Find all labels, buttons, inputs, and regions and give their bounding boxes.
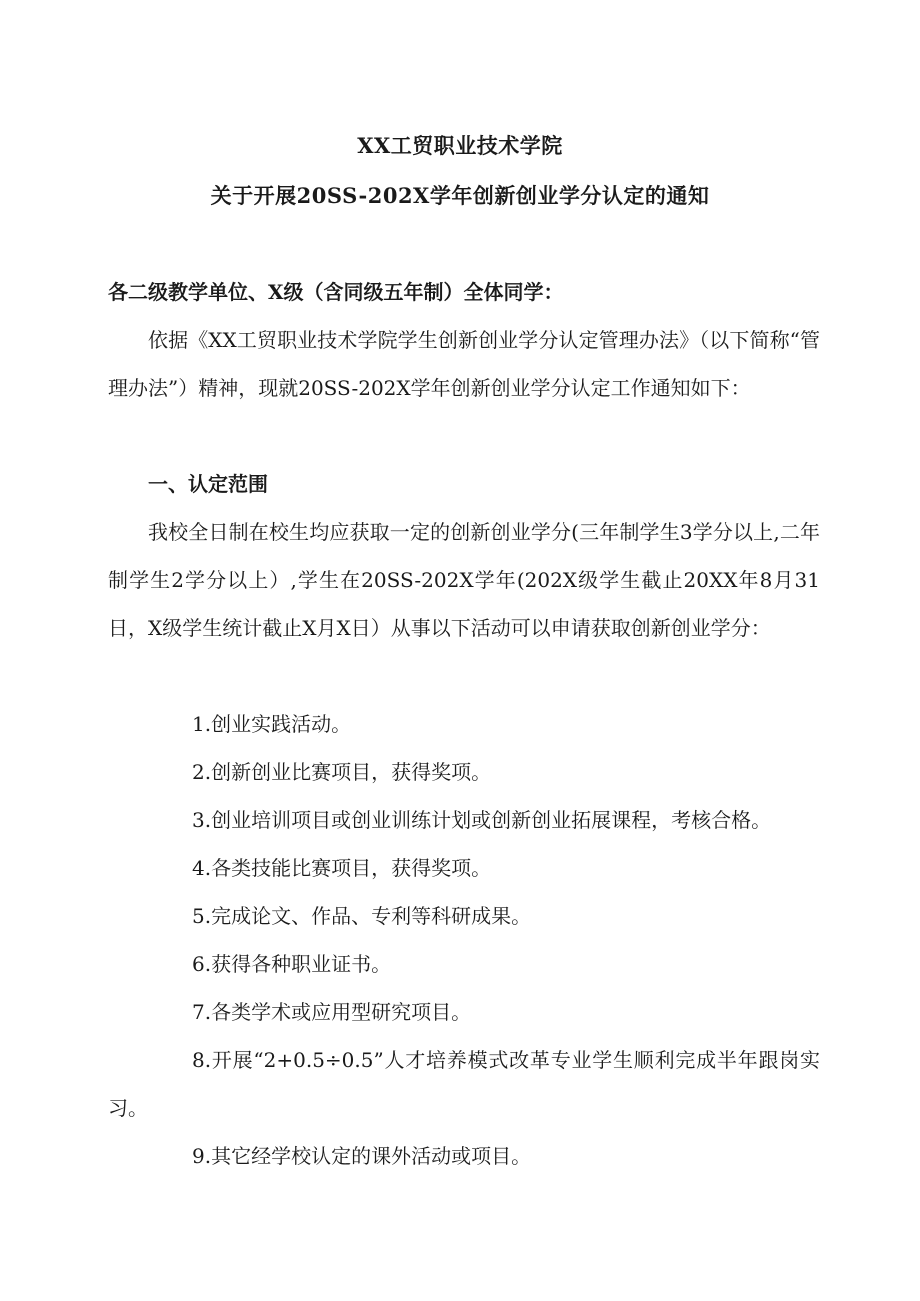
list-item xyxy=(108,1036,820,1132)
list-item xyxy=(108,796,820,844)
document-title-institution: XX工贸职业技术学院 xyxy=(357,133,563,158)
list-item-text: .开展“2+0.5÷0.5”人才培养模式改革专业学生顺利完成半年跟岗实习。 xyxy=(108,1048,820,1120)
list-item xyxy=(108,700,820,748)
list-item-number: 9 xyxy=(192,1144,205,1168)
list-item xyxy=(108,844,820,892)
scope-paragraph: 我校全日制在校生均应获取一定的创新创业学分(三年制学生3学分以上,二年制学生2学分以上）,学生在20SS-202X学年(202X级学生截止20XX年8月31日，X级学生统计截止X月X日）从事以下活动可以申请获取创新创业学分： xyxy=(108,520,820,640)
list-item-number: 4 xyxy=(192,856,205,880)
list-item xyxy=(108,748,820,796)
document-title-notice: 关于开展20SS-202X学年创新创业学分认定的通知 xyxy=(210,183,710,208)
list-item-text: .创新创业比赛项目，获得奖项。 xyxy=(204,760,492,784)
list-item-number: 5 xyxy=(192,904,205,928)
list-item-text: .创业实践活动。 xyxy=(204,712,352,736)
list-item-number: 1 xyxy=(192,712,205,736)
list-item xyxy=(108,988,820,1036)
intro-paragraph: 依据《XX工贸职业技术学院学生创新创业学分认定管理办法》（以下简称“管理办法”）精神，现就20SS-202X学年创新创业学分认定工作通知如下： xyxy=(108,328,820,400)
list-item-number: 3 xyxy=(192,808,205,832)
list-item-number: 8 xyxy=(192,1048,205,1072)
list-item-text: .其它经学校认定的课外活动或项目。 xyxy=(204,1144,532,1168)
list-item-text: .创业培训项目或创业训练计划或创新创业拓展课程，考核合格。 xyxy=(204,808,772,832)
list-item xyxy=(108,1132,820,1180)
list-item xyxy=(108,892,820,940)
section-heading-scope: 一、认定范围 xyxy=(148,472,268,496)
list-item-text: .获得各种职业证书。 xyxy=(204,952,392,976)
list-item-text: .完成论文、作品、专利等科研成果。 xyxy=(204,904,532,928)
list-item-number: 6 xyxy=(192,952,205,976)
list-item-text: .各类学术或应用型研究项目。 xyxy=(204,1000,472,1024)
list-item-text: .各类技能比赛项目，获得奖项。 xyxy=(204,856,492,880)
salutation: 各二级教学单位、X级（含同级五年制）全体同学： xyxy=(108,280,564,304)
list-item-number: 7 xyxy=(192,1000,205,1024)
list-item-number: 2 xyxy=(192,760,205,784)
activity-list xyxy=(108,700,820,1180)
list-item xyxy=(108,940,820,988)
